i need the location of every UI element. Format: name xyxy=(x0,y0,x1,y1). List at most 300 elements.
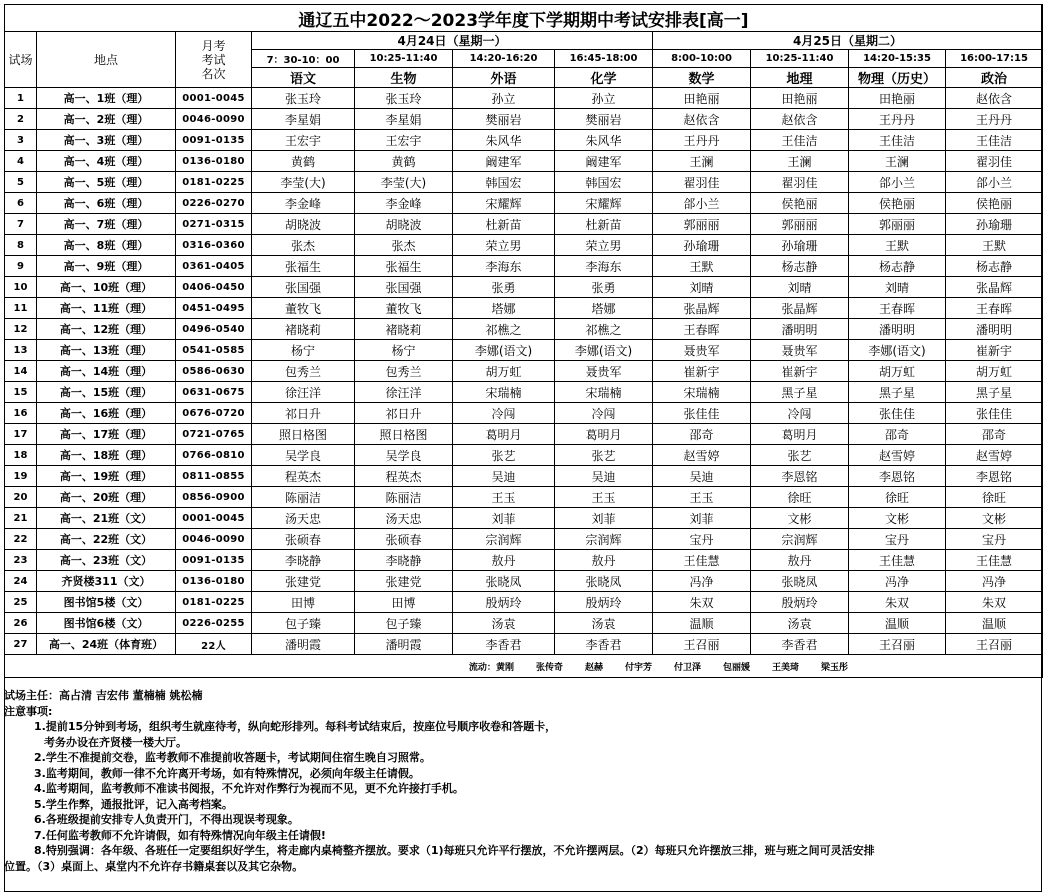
table-row xyxy=(5,340,1043,361)
header-time-5: 8:00-10:00 xyxy=(653,50,751,68)
seat-range: 0676-0720 xyxy=(176,403,252,424)
proctor-name: 殷炳玲 xyxy=(453,592,555,613)
proctor-name: 刘晴 xyxy=(653,277,751,298)
proctor-name: 田艳丽 xyxy=(849,88,946,109)
table-row xyxy=(5,151,1043,172)
header-time-6: 10:25-11:40 xyxy=(751,50,849,68)
proctor-name: 冯净 xyxy=(946,571,1043,592)
table-row xyxy=(5,193,1043,214)
seat-range: 22人 xyxy=(176,634,252,655)
proctor-name: 杨志静 xyxy=(849,256,946,277)
proctor-name: 张国强 xyxy=(355,277,453,298)
seat-range: 0181-0225 xyxy=(176,592,252,613)
proctor-name: 冷闯 xyxy=(751,403,849,424)
proctor-name: 温顺 xyxy=(653,613,751,634)
mobile-proctors-row xyxy=(5,655,1043,678)
proctor-name: 张勇 xyxy=(453,277,555,298)
mobile-proctor-name: 付宇芳 xyxy=(624,662,652,673)
proctor-name: 宝丹 xyxy=(653,529,751,550)
seat-range: 0316-0360 xyxy=(176,235,252,256)
proctor-name: 崔新宇 xyxy=(946,340,1043,361)
proctor-name: 张晶辉 xyxy=(653,298,751,319)
proctor-name: 张硕春 xyxy=(252,529,355,550)
proctor-name: 张佳佳 xyxy=(946,403,1043,424)
proctor-name: 李香君 xyxy=(453,634,555,655)
header-time-8: 16:00-17:15 xyxy=(946,50,1043,68)
proctor-name: 胡晓波 xyxy=(252,214,355,235)
proctor-name: 潘明明 xyxy=(751,319,849,340)
proctor-name: 王澜 xyxy=(751,151,849,172)
proctor-name: 李恩铭 xyxy=(849,466,946,487)
seat-range: 0136-0180 xyxy=(176,151,252,172)
proctor-name: 李香君 xyxy=(555,634,653,655)
table-row xyxy=(5,445,1043,466)
proctor-name: 潘明霞 xyxy=(252,634,355,655)
proctor-name: 宋耀辉 xyxy=(555,193,653,214)
proctor-name: 孙立 xyxy=(555,88,653,109)
proctor-name: 宋瑞楠 xyxy=(653,382,751,403)
mobile-label: 流动： xyxy=(468,662,496,673)
proctor-name: 杨宁 xyxy=(252,340,355,361)
proctor-name: 邵奇 xyxy=(946,424,1043,445)
note-item: 6.各班级提前安排专人负责开门，不得出现误考现象。 xyxy=(34,813,299,826)
room-location: 高一、24班（体育班） xyxy=(37,634,176,655)
proctor-name: 张福生 xyxy=(355,256,453,277)
proctor-name: 李娜(语文) xyxy=(555,340,653,361)
proctor-name: 宋耀辉 xyxy=(453,193,555,214)
proctor-name: 文彬 xyxy=(849,508,946,529)
proctor-name: 赵雪婷 xyxy=(946,445,1043,466)
proctor-name: 李恩铭 xyxy=(946,466,1043,487)
seat-range: 0136-0180 xyxy=(176,571,252,592)
proctor-name: 宗润辉 xyxy=(453,529,555,550)
proctor-name: 祁日升 xyxy=(355,403,453,424)
proctor-name: 李娜(语文) xyxy=(453,340,555,361)
proctor-name: 张玉玲 xyxy=(252,88,355,109)
seat-range: 0406-0450 xyxy=(176,277,252,298)
proctor-name: 张晓凤 xyxy=(453,571,555,592)
proctor-name: 李星娟 xyxy=(252,109,355,130)
header-subject-7: 物理（历史） xyxy=(849,68,946,88)
proctor-name: 包秀兰 xyxy=(252,361,355,382)
seat-range: 0271-0315 xyxy=(176,214,252,235)
seat-range: 0856-0900 xyxy=(176,487,252,508)
proctor-name: 李晓静 xyxy=(252,550,355,571)
proctor-name: 张晶辉 xyxy=(946,277,1043,298)
room-number: 15 xyxy=(5,382,37,403)
table-row xyxy=(5,298,1043,319)
proctor-name: 张勇 xyxy=(555,277,653,298)
proctor-name: 祁樵之 xyxy=(453,319,555,340)
mobile-proctor-name: 黄刚 xyxy=(495,662,514,673)
proctor-name: 汤袁 xyxy=(453,613,555,634)
mobile-proctor-name: 梁玉彤 xyxy=(821,662,849,673)
room-location: 高一、10班（理） xyxy=(37,277,176,298)
table-row xyxy=(5,277,1043,298)
proctor-name: 郃小兰 xyxy=(946,172,1043,193)
seat-range: 0496-0540 xyxy=(176,319,252,340)
proctor-name: 宝丹 xyxy=(849,529,946,550)
header-subject-6: 地理 xyxy=(751,68,849,88)
room-number: 11 xyxy=(5,298,37,319)
proctor-name: 王宏宇 xyxy=(252,130,355,151)
proctor-name: 赵雪婷 xyxy=(653,445,751,466)
proctor-name: 王召丽 xyxy=(849,634,946,655)
room-location: 高一、9班（理） xyxy=(37,256,176,277)
proctor-name: 宋瑞楠 xyxy=(555,382,653,403)
proctor-name: 孙瑜珊 xyxy=(653,235,751,256)
header-seat-line3: 名次 xyxy=(201,66,226,81)
note-item: 4.监考期间，监考教师不准读书阅报，不允许对作弊行为视而不见，更不允许接打手机。 xyxy=(34,782,464,795)
proctor-name: 李星娟 xyxy=(355,109,453,130)
proctor-name: 温顺 xyxy=(849,613,946,634)
table-row xyxy=(5,382,1043,403)
proctor-name: 胡万虹 xyxy=(453,361,555,382)
page-title: 通辽五中2022～2023学年度下学期期中考试安排表[高一] xyxy=(5,5,1043,32)
proctor-name: 王丹丹 xyxy=(849,109,946,130)
proctor-name: 温顺 xyxy=(946,613,1043,634)
table-row xyxy=(5,130,1043,151)
proctor-name: 王玉 xyxy=(653,487,751,508)
proctor-name: 褚晓莉 xyxy=(252,319,355,340)
proctor-name: 黄鹤 xyxy=(355,151,453,172)
room-number: 16 xyxy=(5,403,37,424)
seat-range: 0586-0630 xyxy=(176,361,252,382)
proctor-name: 塔娜 xyxy=(555,298,653,319)
room-number: 27 xyxy=(5,634,37,655)
proctor-name: 徐旺 xyxy=(751,487,849,508)
proctor-name: 张艺 xyxy=(751,445,849,466)
room-number: 22 xyxy=(5,529,37,550)
mobile-proctors xyxy=(5,655,1043,678)
proctor-name: 吴迪 xyxy=(653,466,751,487)
room-number: 2 xyxy=(5,109,37,130)
seat-range: 0631-0675 xyxy=(176,382,252,403)
room-number: 7 xyxy=(5,214,37,235)
proctor-name: 李海东 xyxy=(453,256,555,277)
proctor-name: 王默 xyxy=(849,235,946,256)
proctor-name: 翟羽佳 xyxy=(751,172,849,193)
mobile-proctor-name: 王美琦 xyxy=(772,662,800,673)
proctor-name: 汤袁 xyxy=(751,613,849,634)
header-time-4: 16:45-18:00 xyxy=(555,50,653,68)
proctor-name: 阚建军 xyxy=(453,151,555,172)
header-time-3: 14:20-16:20 xyxy=(453,50,555,68)
header-subject-5: 数学 xyxy=(653,68,751,88)
proctor-name: 文彬 xyxy=(946,508,1043,529)
note-item: 位置。（3）桌面上、桌堂内不允许存书籍桌套以及其它杂物。 xyxy=(4,859,304,873)
proctor-name: 赵依含 xyxy=(751,109,849,130)
proctor-name: 殷炳玲 xyxy=(751,592,849,613)
proctor-name: 敖丹 xyxy=(453,550,555,571)
proctor-name: 张晓凤 xyxy=(751,571,849,592)
proctor-name: 郭丽丽 xyxy=(849,214,946,235)
room-number: 26 xyxy=(5,613,37,634)
proctor-name: 王澜 xyxy=(653,151,751,172)
proctor-name: 张建党 xyxy=(355,571,453,592)
proctor-name: 吴迪 xyxy=(555,466,653,487)
proctor-name: 王佳洁 xyxy=(946,130,1043,151)
proctor-name: 程英杰 xyxy=(252,466,355,487)
header-day2: 4月25日（星期二） xyxy=(653,32,1043,50)
room-location: 高一、5班（理） xyxy=(37,172,176,193)
table-row xyxy=(5,424,1043,445)
proctor-name: 宗润辉 xyxy=(751,529,849,550)
table-row xyxy=(5,529,1043,550)
header-time-1: 7：30-10：00 xyxy=(252,50,355,68)
proctor-name: 陈丽洁 xyxy=(252,487,355,508)
mobile-proctor-name: 赵赫 xyxy=(584,662,603,673)
header-room: 试场 xyxy=(5,32,37,88)
proctor-name: 李恩铭 xyxy=(751,466,849,487)
proctor-name: 聂贵军 xyxy=(751,340,849,361)
proctor-name: 翟羽佳 xyxy=(653,172,751,193)
note-item: 8.特别强调：各年级、各班任一定要组织好学生，将走廊内桌椅整齐摆放。要求（1)每班只允许平行摆放，不允许摆两层。（2）每班只允许摆放三排，班与班之间可灵活安排 xyxy=(34,844,875,857)
room-location: 高一、11班（理） xyxy=(37,298,176,319)
room-location: 高一、2班（理） xyxy=(37,109,176,130)
proctor-name: 王默 xyxy=(653,256,751,277)
note-item: 5.学生作弊，通报批评，记入高考档案。 xyxy=(34,797,233,811)
header-location: 地点 xyxy=(37,32,176,88)
proctor-name: 褚晓莉 xyxy=(355,319,453,340)
proctor-name: 冯净 xyxy=(653,571,751,592)
table-row xyxy=(5,235,1043,256)
room-number: 12 xyxy=(5,319,37,340)
proctor-name: 照日格图 xyxy=(355,424,453,445)
proctor-name: 韩国宏 xyxy=(453,172,555,193)
proctor-name: 孙瑜珊 xyxy=(751,235,849,256)
proctor-name: 朱风华 xyxy=(453,130,555,151)
room-number: 9 xyxy=(5,256,37,277)
proctor-name: 张杰 xyxy=(252,235,355,256)
proctor-name: 李莹(大) xyxy=(355,172,453,193)
proctor-name: 郃小兰 xyxy=(849,172,946,193)
room-number: 6 xyxy=(5,193,37,214)
proctor-name: 张艺 xyxy=(555,445,653,466)
proctor-name: 王春晖 xyxy=(653,319,751,340)
room-number: 13 xyxy=(5,340,37,361)
proctor-name: 朱双 xyxy=(653,592,751,613)
proctor-name: 聂贵军 xyxy=(653,340,751,361)
proctor-name: 邵奇 xyxy=(653,424,751,445)
proctor-name: 王佳洁 xyxy=(751,130,849,151)
proctor-name: 王佳慧 xyxy=(653,550,751,571)
room-number: 23 xyxy=(5,550,37,571)
proctor-name: 葛明月 xyxy=(453,424,555,445)
proctor-name: 孙瑜珊 xyxy=(946,214,1043,235)
proctor-name: 阚建军 xyxy=(555,151,653,172)
proctor-name: 郭丽丽 xyxy=(653,214,751,235)
seat-range: 0721-0765 xyxy=(176,424,252,445)
room-location: 高一、1班（理） xyxy=(37,88,176,109)
room-location: 高一、7班（理） xyxy=(37,214,176,235)
room-number: 1 xyxy=(5,88,37,109)
proctor-name: 王召丽 xyxy=(946,634,1043,655)
proctor-name: 翟羽佳 xyxy=(946,151,1043,172)
proctor-name: 塔娜 xyxy=(453,298,555,319)
room-location: 高一、8班（理） xyxy=(37,235,176,256)
proctor-name: 孙立 xyxy=(453,88,555,109)
proctor-name: 胡万虹 xyxy=(849,361,946,382)
proctor-name: 徐汪洋 xyxy=(252,382,355,403)
proctor-name: 王玉 xyxy=(555,487,653,508)
proctor-name: 汤天忠 xyxy=(252,508,355,529)
header-subject-3: 外语 xyxy=(453,68,555,88)
proctor-name: 王宏宇 xyxy=(355,130,453,151)
proctor-name: 张玉玲 xyxy=(355,88,453,109)
note-item: 1.提前15分钟到考场，组织考生就座待考，纵向蛇形排列。每科考试结束后，按座位号顺序收卷和答题卡， xyxy=(34,720,557,733)
proctor-name: 崔新宇 xyxy=(653,361,751,382)
seat-range: 0001-0045 xyxy=(176,88,252,109)
header-seat-line2: 考试 xyxy=(201,52,226,67)
proctor-name: 黑子星 xyxy=(751,382,849,403)
proctor-name: 李海东 xyxy=(555,256,653,277)
proctor-name: 侯艳丽 xyxy=(751,193,849,214)
proctor-name: 葛明月 xyxy=(555,424,653,445)
table-row xyxy=(5,487,1043,508)
proctor-name: 朱双 xyxy=(946,592,1043,613)
proctor-name: 张杰 xyxy=(355,235,453,256)
proctor-name: 祁日升 xyxy=(252,403,355,424)
proctor-name: 包子臻 xyxy=(252,613,355,634)
proctor-name: 徐旺 xyxy=(849,487,946,508)
seat-range: 0091-0135 xyxy=(176,550,252,571)
header-time-7: 14:20-15:35 xyxy=(849,50,946,68)
proctor-name: 敖丹 xyxy=(751,550,849,571)
header-time-2: 10:25-11:40 xyxy=(355,50,453,68)
proctor-name: 王玉 xyxy=(453,487,555,508)
room-number: 10 xyxy=(5,277,37,298)
note-item: 考务办设在齐贤楼一楼大厅。 xyxy=(44,735,187,749)
proctor-name: 王春晖 xyxy=(849,298,946,319)
room-number: 3 xyxy=(5,130,37,151)
room-number: 25 xyxy=(5,592,37,613)
header-subject-4: 化学 xyxy=(555,68,653,88)
proctor-name: 汤袁 xyxy=(555,613,653,634)
proctor-name: 张福生 xyxy=(252,256,355,277)
note-item: 3.监考期间，教师一律不允许离开考场，如有特殊情况，必须向年级主任请假。 xyxy=(34,766,420,780)
proctor-name: 田博 xyxy=(355,592,453,613)
proctor-name: 聂贵军 xyxy=(555,361,653,382)
table-row xyxy=(5,508,1043,529)
proctor-name: 张晶辉 xyxy=(751,298,849,319)
proctor-name: 田博 xyxy=(252,592,355,613)
header-subject-1: 语文 xyxy=(252,68,355,88)
proctor-name: 潘明霞 xyxy=(355,634,453,655)
room-location: 高一、4班（理） xyxy=(37,151,176,172)
directors-line: 试场主任：高占清 吉宏伟 董楠楠 姚松楠 xyxy=(4,689,203,702)
notes-section xyxy=(4,688,1042,874)
proctor-name: 刘菲 xyxy=(453,508,555,529)
proctor-name: 李金峰 xyxy=(252,193,355,214)
proctor-name: 包子臻 xyxy=(355,613,453,634)
proctor-name: 杜新苗 xyxy=(453,214,555,235)
proctor-name: 吴迪 xyxy=(453,466,555,487)
room-number: 18 xyxy=(5,445,37,466)
seat-range: 0046-0090 xyxy=(176,529,252,550)
proctor-name: 田艳丽 xyxy=(751,88,849,109)
seat-range: 0766-0810 xyxy=(176,445,252,466)
proctor-name: 刘菲 xyxy=(653,508,751,529)
proctor-name: 张佳佳 xyxy=(849,403,946,424)
seat-range: 0451-0495 xyxy=(176,298,252,319)
room-number: 5 xyxy=(5,172,37,193)
proctor-name: 郭丽丽 xyxy=(751,214,849,235)
proctor-name: 董牧飞 xyxy=(252,298,355,319)
proctor-name: 程英杰 xyxy=(355,466,453,487)
proctor-name: 杨宁 xyxy=(355,340,453,361)
proctor-name: 杨志静 xyxy=(751,256,849,277)
note-item: 2.学生不准提前交卷，监考教师不准提前收答题卡，考试期间住宿生晚自习照常。 xyxy=(34,751,431,764)
table-row xyxy=(5,613,1043,634)
proctor-name: 王佳洁 xyxy=(849,130,946,151)
seat-range: 0811-0855 xyxy=(176,466,252,487)
proctor-name: 樊丽岩 xyxy=(453,109,555,130)
seat-range: 0226-0255 xyxy=(176,613,252,634)
room-location: 高一、13班（理） xyxy=(37,340,176,361)
room-location: 高一、12班（理） xyxy=(37,319,176,340)
room-location: 高一、17班（理） xyxy=(37,424,176,445)
proctor-name: 王澜 xyxy=(849,151,946,172)
seat-range: 0361-0405 xyxy=(176,256,252,277)
proctor-name: 荣立男 xyxy=(453,235,555,256)
room-location: 高一、23班（文） xyxy=(37,550,176,571)
proctor-name: 赵依含 xyxy=(653,109,751,130)
proctor-name: 张国强 xyxy=(252,277,355,298)
proctor-name: 樊丽岩 xyxy=(555,109,653,130)
proctor-name: 祁樵之 xyxy=(555,319,653,340)
proctor-name: 宋瑞楠 xyxy=(453,382,555,403)
table-row xyxy=(5,109,1043,130)
room-number: 17 xyxy=(5,424,37,445)
proctor-name: 杨志静 xyxy=(946,256,1043,277)
proctor-name: 黑子星 xyxy=(946,382,1043,403)
room-location: 高一、21班（文） xyxy=(37,508,176,529)
proctor-name: 赵依含 xyxy=(946,88,1043,109)
proctor-name: 赵雪婷 xyxy=(849,445,946,466)
proctor-name: 王丹丹 xyxy=(946,109,1043,130)
room-location: 高一、19班（理） xyxy=(37,466,176,487)
table-row xyxy=(5,634,1043,655)
proctor-name: 李莹(大) xyxy=(252,172,355,193)
proctor-name: 田艳丽 xyxy=(653,88,751,109)
proctor-name: 潘明明 xyxy=(849,319,946,340)
room-location: 高一、20班（理） xyxy=(37,487,176,508)
proctor-name: 包秀兰 xyxy=(355,361,453,382)
table-row xyxy=(5,256,1043,277)
room-location: 高一、14班（理） xyxy=(37,361,176,382)
proctor-name: 冷闯 xyxy=(555,403,653,424)
proctor-name: 徐汪洋 xyxy=(355,382,453,403)
proctor-name: 张晓凤 xyxy=(555,571,653,592)
proctor-name: 李晓静 xyxy=(355,550,453,571)
proctor-name: 王召丽 xyxy=(653,634,751,655)
mobile-proctor-name: 付卫泽 xyxy=(674,662,702,673)
room-location: 高一、6班（理） xyxy=(37,193,176,214)
proctor-name: 文彬 xyxy=(751,508,849,529)
proctor-name: 王佳慧 xyxy=(849,550,946,571)
table-row xyxy=(5,571,1043,592)
proctor-name: 王佳慧 xyxy=(946,550,1043,571)
seat-range: 0046-0090 xyxy=(176,109,252,130)
seat-range: 0226-0270 xyxy=(176,193,252,214)
table-row xyxy=(5,466,1043,487)
mobile-proctor-name: 张传奇 xyxy=(535,662,563,673)
proctor-name: 潘明明 xyxy=(946,319,1043,340)
proctor-name: 王春晖 xyxy=(946,298,1043,319)
header-subject-2: 生物 xyxy=(355,68,453,88)
seat-range: 0181-0225 xyxy=(176,172,252,193)
